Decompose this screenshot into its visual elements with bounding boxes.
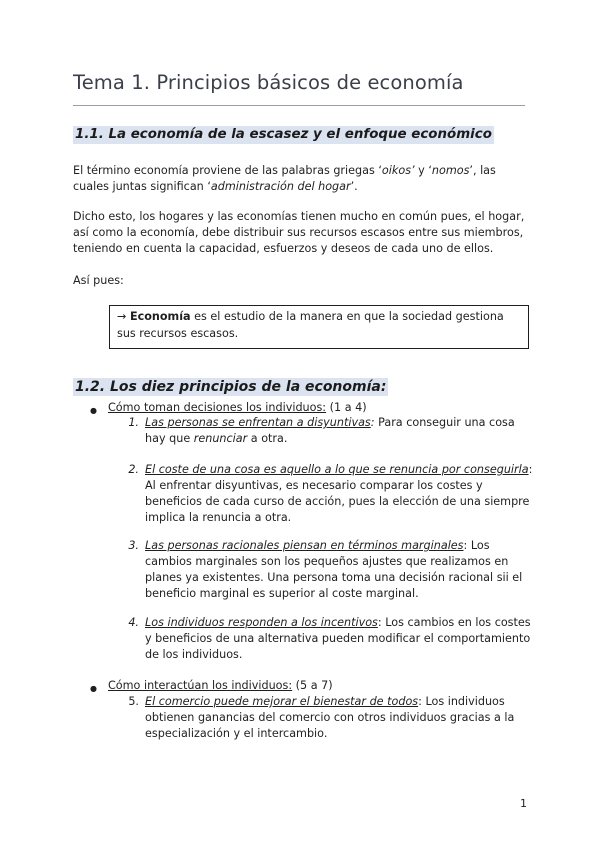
principle-text: Al enfrentar disyuntivas, es necesario comparar los costes y beneficios de cada curso de acción, pues la elección de una siempre implica la renuncia a otra. — [145, 479, 530, 524]
paragraph-asi-pues: Así pues: — [73, 274, 124, 287]
section-heading-1-2: 1.2. Los diez principios de la economía: — [75, 379, 387, 395]
item-number: 2. — [128, 463, 139, 476]
definition-box — [109, 305, 529, 349]
separator: : — [418, 695, 422, 708]
definition-term: Economía — [129, 310, 191, 323]
group-range: (1 a 4) — [326, 401, 367, 414]
item-number: 3. — [128, 539, 139, 552]
item-number: 4. — [128, 616, 139, 629]
item-number: 1. — [128, 416, 139, 429]
principle-3 — [145, 538, 533, 602]
text: El término economía proviene de las palabras griegas ‘ — [73, 164, 382, 177]
section-heading-1-1: 1.1. La economía de la escasez y el enfoque económico — [75, 127, 492, 142]
item-number: 5. — [128, 695, 139, 708]
emphasis: renunciar — [193, 432, 248, 445]
principle-1 — [145, 415, 533, 447]
paragraph-hogares: Dicho esto, los hogares y las economías tienen mucho en común pues, el hogar, así como la economía, debe distribuir sus recursos escasos entre sus miembros, teniendo en cuenta la capacidad, esfuerzos y deseos de cada uno de ellos. — [73, 210, 525, 255]
bullet-icon: ● — [90, 684, 97, 693]
principle-text: Para conseguir una cosa hay que — [145, 416, 515, 445]
principle-title: El coste de una cosa es aquello a lo que se renuncia por conseguirla — [145, 463, 529, 476]
principle-2 — [145, 462, 533, 526]
group-label-interactuan — [108, 678, 333, 694]
paragraph-etymology — [73, 163, 529, 195]
group-range: (5 a 7) — [292, 679, 333, 692]
term-oikos: oikos’ — [381, 164, 415, 177]
bullet-icon: ● — [90, 406, 97, 415]
separator: : — [377, 616, 382, 629]
page-number: 1 — [520, 797, 527, 810]
group-title: Cómo interactúan los individuos: — [108, 679, 293, 692]
principle-title: Las personas racionales piensan en términos marginales — [145, 539, 464, 552]
text: ’, las cuales juntas significan ‘ — [73, 164, 496, 193]
principle-title: El comercio puede mejorar el bienestar de todos — [145, 695, 419, 708]
definition-text: es el estudio de la manera en que la sociedad gestiona sus recursos escasos. — [117, 310, 504, 340]
text: y ‘ — [414, 164, 432, 177]
principle-title: Los individuos responden a los incentivos — [145, 616, 378, 629]
principle-5 — [145, 694, 533, 742]
principle-text: Los cambios marginales son los pequeños ajustes que realizamos en planes ya existentes. Una persona toma una decisión racional sii el beneficio marginal es superior al coste marginal. — [145, 539, 523, 600]
principle-text: a otra. — [247, 432, 288, 445]
principle-title: Las personas se enfrentan a disyuntivas — [145, 416, 371, 429]
principle-4 — [145, 615, 533, 663]
document-title: Tema 1. Principios básicos de economía — [73, 71, 464, 94]
term-administracion: administración del hogar — [210, 180, 351, 193]
separator: : — [370, 416, 375, 429]
separator: : — [528, 463, 533, 476]
group-title: Cómo toman decisiones los individuos: — [108, 401, 327, 414]
text: ’. — [350, 180, 358, 193]
arrow-icon: → — [117, 310, 130, 323]
separator: : — [463, 539, 468, 552]
term-nomos: nomos — [431, 164, 470, 177]
title-divider — [73, 105, 525, 106]
group-label-decisiones — [108, 400, 367, 416]
principle-text: Los individuos obtienen ganancias del comercio con otros individuos gracias a la especialización y el intercambio. — [145, 695, 515, 740]
principle-text: Los cambios en los costes y beneficios de una alternativa pueden modificar el comportamiento de los individuos. — [145, 616, 531, 661]
